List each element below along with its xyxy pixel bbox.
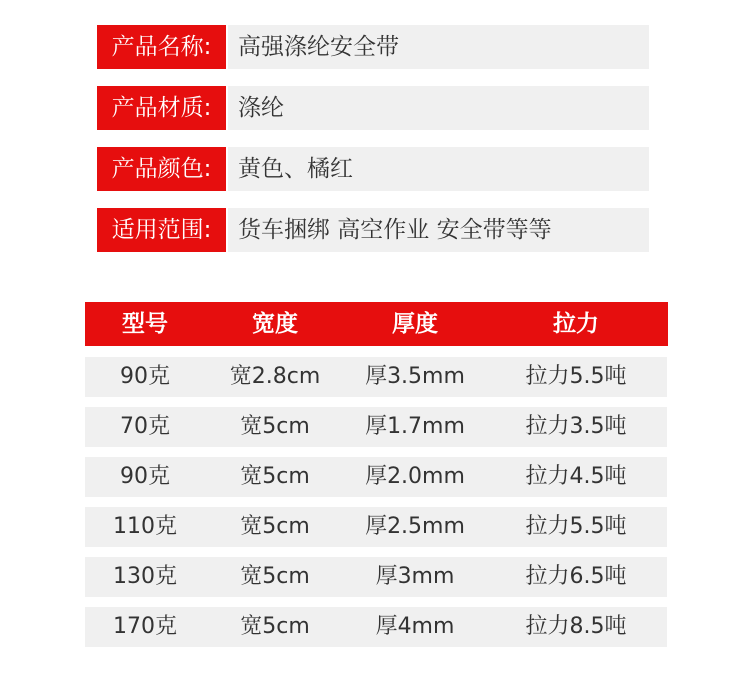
table-row (85, 457, 667, 497)
header-model: 型号 (122, 311, 168, 337)
info-row-material (97, 86, 649, 130)
cell-thickness: 厚3.5mm (365, 364, 465, 389)
info-label-material: 产品材质: (97, 86, 226, 130)
info-value-name: 高强涤纶安全带 (228, 25, 649, 69)
info-value-color: 黄色、橘红 (228, 147, 649, 191)
header-thickness: 厚度 (392, 311, 438, 337)
table-row (85, 557, 667, 597)
cell-width: 宽2.8cm (229, 364, 321, 389)
cell-tension: 拉力5.5吨 (525, 514, 627, 539)
info-label-name: 产品名称: (97, 25, 226, 69)
cell-width: 宽5cm (240, 414, 310, 439)
product-info-list (97, 25, 649, 269)
info-row-color (97, 147, 649, 191)
cell-model: 170克 (113, 614, 177, 639)
cell-thickness: 厚1.7mm (365, 414, 465, 439)
info-row-usage (97, 208, 649, 252)
cell-width: 宽5cm (240, 564, 310, 589)
info-value-usage: 货车捆绑 高空作业 安全带等等 (228, 208, 649, 252)
cell-tension: 拉力4.5吨 (525, 464, 627, 489)
cell-width: 宽5cm (240, 514, 310, 539)
info-row-name (97, 25, 649, 69)
table-row (85, 607, 667, 647)
header-tension: 拉力 (553, 311, 599, 337)
cell-thickness: 厚2.0mm (365, 464, 465, 489)
cell-model: 130克 (113, 564, 177, 589)
cell-thickness: 厚3mm (375, 564, 455, 589)
cell-model: 110克 (113, 514, 177, 539)
cell-thickness: 厚2.5mm (365, 514, 465, 539)
table-row (85, 507, 667, 547)
cell-thickness: 厚4mm (375, 614, 455, 639)
info-label-color: 产品颜色: (97, 147, 226, 191)
spec-table (85, 302, 668, 657)
info-value-material: 涤纶 (228, 86, 649, 130)
table-row (85, 357, 667, 397)
cell-width: 宽5cm (240, 614, 310, 639)
cell-tension: 拉力5.5吨 (525, 364, 627, 389)
cell-tension: 拉力3.5吨 (525, 414, 627, 439)
cell-tension: 拉力6.5吨 (525, 564, 627, 589)
info-label-usage: 适用范围: (97, 208, 226, 252)
table-row (85, 407, 667, 447)
cell-model: 70克 (120, 414, 170, 439)
spec-table-header (85, 302, 668, 346)
cell-model: 90克 (120, 464, 170, 489)
cell-tension: 拉力8.5吨 (525, 614, 627, 639)
cell-width: 宽5cm (240, 464, 310, 489)
cell-model: 90克 (120, 364, 170, 389)
header-width: 宽度 (252, 311, 298, 337)
